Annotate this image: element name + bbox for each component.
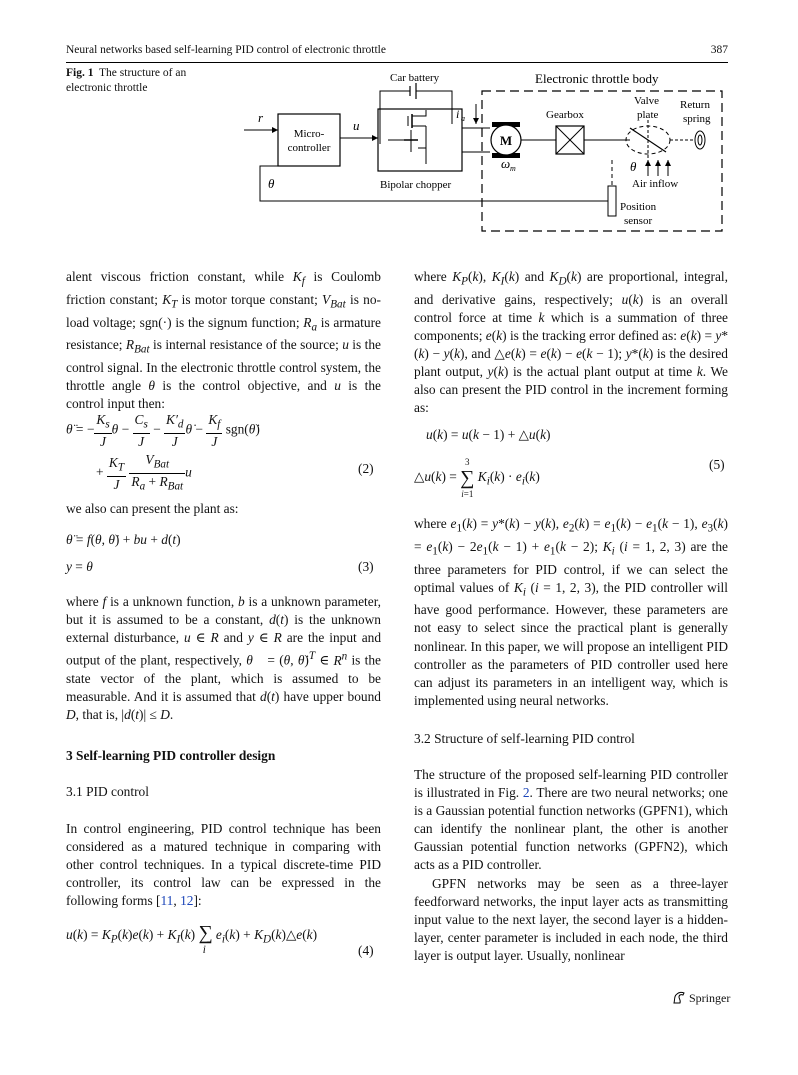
section-3-2-heading: 3.2 Structure of self-learning PID control xyxy=(414,731,635,746)
throttle-body-label: Electronic throttle body xyxy=(535,71,659,86)
ia-label: i xyxy=(456,107,460,121)
air-inflow-label: Air inflow xyxy=(632,178,679,190)
equation-3-line-2: y = θ xyxy=(66,559,93,574)
gearbox-label: Gearbox xyxy=(546,109,584,121)
equation-2-line-2: + $\frac{K_T}{J}$ $\frac{V_{Bat}}{R_a + R_{Bat}}$ u xyxy=(96,452,192,493)
equation-4-number: (4) xyxy=(358,943,374,958)
left-paragraph-3: where f is a unknown function, b is a unknown parameter, but it is assumed to be a constant, d(t) is the unknown external disturbance, u ∈ R and y ∈ R are the input and output of the plant, respectively, θ⃗ = (θ, θ̇)$^T$ ∈ $R^n$ is the state vector of the plant, which is assumed to be measurable. And it is assumed that d(t) have upper bound D, that is, |d(t)| ≤ D. xyxy=(66,594,382,723)
return-label-1: Return xyxy=(680,99,710,111)
figure-caption-text: The structure of an electronic throttle xyxy=(66,67,187,94)
throttle-diagram xyxy=(230,64,730,236)
running-header xyxy=(66,44,728,56)
equation-3-number: (3) xyxy=(358,559,374,574)
throttle-body-box xyxy=(482,91,722,231)
left-paragraph-1: alent viscous friction constant, while $K_f$ is Coulomb friction constant; $K_T$ is motor torque constant; $V_{Bat}$ is no-load voltage; sgn(·) is the signum function; $R_a$ is armature resistance; $R_{Bat}$ is internal resistance of the source; u is the control signal. In the electronic throttle control system, the throttle angle θ is the control objective, and u is the control input then: xyxy=(66,269,381,412)
equation-4: $u(k) = K_P(k)e(k) + K_I(k) \sum_ie_i(k)$ + $K_D(k)\triangle e(k)$ xyxy=(66,922,318,956)
position-label-1: Position xyxy=(620,201,657,213)
equation-2-line-1: θ̈ = − $\frac{K_s}{J}$ θ − $\frac{C_s}{J}$ − $\frac{K'_d}{J}$ θ̇ − $\frac{K_f}{J}$ sgn(θ̇) xyxy=(66,412,260,449)
right-paragraph-2: where $e_1(k) = y*(k) - y(k)$, $e_2(k) = e_1(k) - e_1(k - 1)$, $e_3(k) = e_1(k) - 2e_1(k - 1) + e_1(k - 2)$; $K_i$ (i = 1, 2, 3) are the three parameters for PID control, if we can select the optimal values of $K_i$ (i = 1, 2, 3), the PID controller will have good performance. However, these parameters are not easy to select since the practical plant is generally nonlinear. In this paper, we will propose an intelligent PID controller as the parameters of PID controller used here can adjust its parameters in an intelligent way, which is implemented using neural networks. xyxy=(414,516,728,708)
equation-2-number: (2) xyxy=(358,461,374,476)
chopper-label: Bipolar chopper xyxy=(380,179,452,191)
r-label: r xyxy=(258,110,264,125)
equation-5-line-2: △u(k) = 3 ∑ i=1 $K_i(k) \cdot e_i(k)$ xyxy=(414,457,540,499)
citation-11[interactable]: 11 xyxy=(160,893,174,909)
car-battery-label: Car battery xyxy=(390,72,440,84)
left-paragraph-2: we also can present the plant as: xyxy=(66,501,239,516)
motor-label: M xyxy=(499,133,513,148)
running-title: Neural networks based self-learning PID control of electronic throttle xyxy=(66,44,386,56)
omega-label: ω xyxy=(501,156,511,171)
equation-5-number: (5) xyxy=(709,457,725,472)
right-paragraph-1: where $K_P(k)$, $K_I(k)$ and $K_D(k)$ are proportional, integral, and derivative gains, respectively; u(k) is an overall control force at time k which is a summation of three components; e(k) is the tracking error defined as: e(k) = y*(k) − y(k), and △e(k) = e(k) − e(k − 1); y*(k) is the desired plant output, y(k) is the actual plant output at time k. We also can present the PID control in the increment forming as: xyxy=(414,269,729,416)
return-label-2: spring xyxy=(683,113,711,125)
ia-sub: a xyxy=(461,114,465,123)
header-rule xyxy=(66,62,728,63)
valve-label-1: Valve xyxy=(634,95,660,107)
micro-label-1: Micro- xyxy=(293,128,325,140)
micro-label-2: controller xyxy=(287,142,331,154)
u-label: u xyxy=(353,118,360,133)
valve-label-2: plate xyxy=(637,109,659,121)
theta-valve-label: θ xyxy=(630,159,637,174)
section-3-1-heading: 3.1 PID control xyxy=(66,784,149,799)
figure-2-link[interactable]: 2 xyxy=(522,785,530,801)
figure-label: Fig. 1 xyxy=(66,67,94,79)
left-paragraph-4: In control engineering, PID control technique has been considered as a matured technique in comparing with other control techniques. In a typical discrete-time PID controller, its control law can be expressed in the following forms [11, 12]: xyxy=(66,821,381,909)
publisher-name: Springer xyxy=(689,991,731,1005)
section-3-heading: 3 Self-learning PID controller design xyxy=(66,748,276,763)
right-paragraph-3: The structure of the proposed self-learning PID controller is illustrated in Fig. 2. There are two neural networks; one is a Gaussian potential function networks (GPFN1), which can identify the nonlinear plant, the other is another Gaussian potential function networks (GPFN2), which acts as a PID controller. GPFN networks may be seen as a three-layer feedforward networks, the input layer acts as transmitting input value to the next layer, the second layer is a hidden-layer, center parameter is included in each node, the third layer is output layer. Usually, nonlinear xyxy=(414,767,728,963)
equation-3-line-1: θ̈ = f(θ, θ̇) + bu + d(t) xyxy=(66,532,181,547)
springer-logo xyxy=(672,991,730,1006)
figure-caption xyxy=(66,66,226,96)
equation-5-line-1: u(k) = u(k − 1) + △u(k) xyxy=(426,427,551,442)
theta-feedback-label: θ xyxy=(268,176,275,191)
springer-horse-icon xyxy=(672,991,686,1004)
page-number: 387 xyxy=(710,44,728,56)
position-label-2: sensor xyxy=(624,215,653,227)
citation-12[interactable]: 12 xyxy=(180,893,194,909)
omega-sub: m xyxy=(510,164,516,173)
